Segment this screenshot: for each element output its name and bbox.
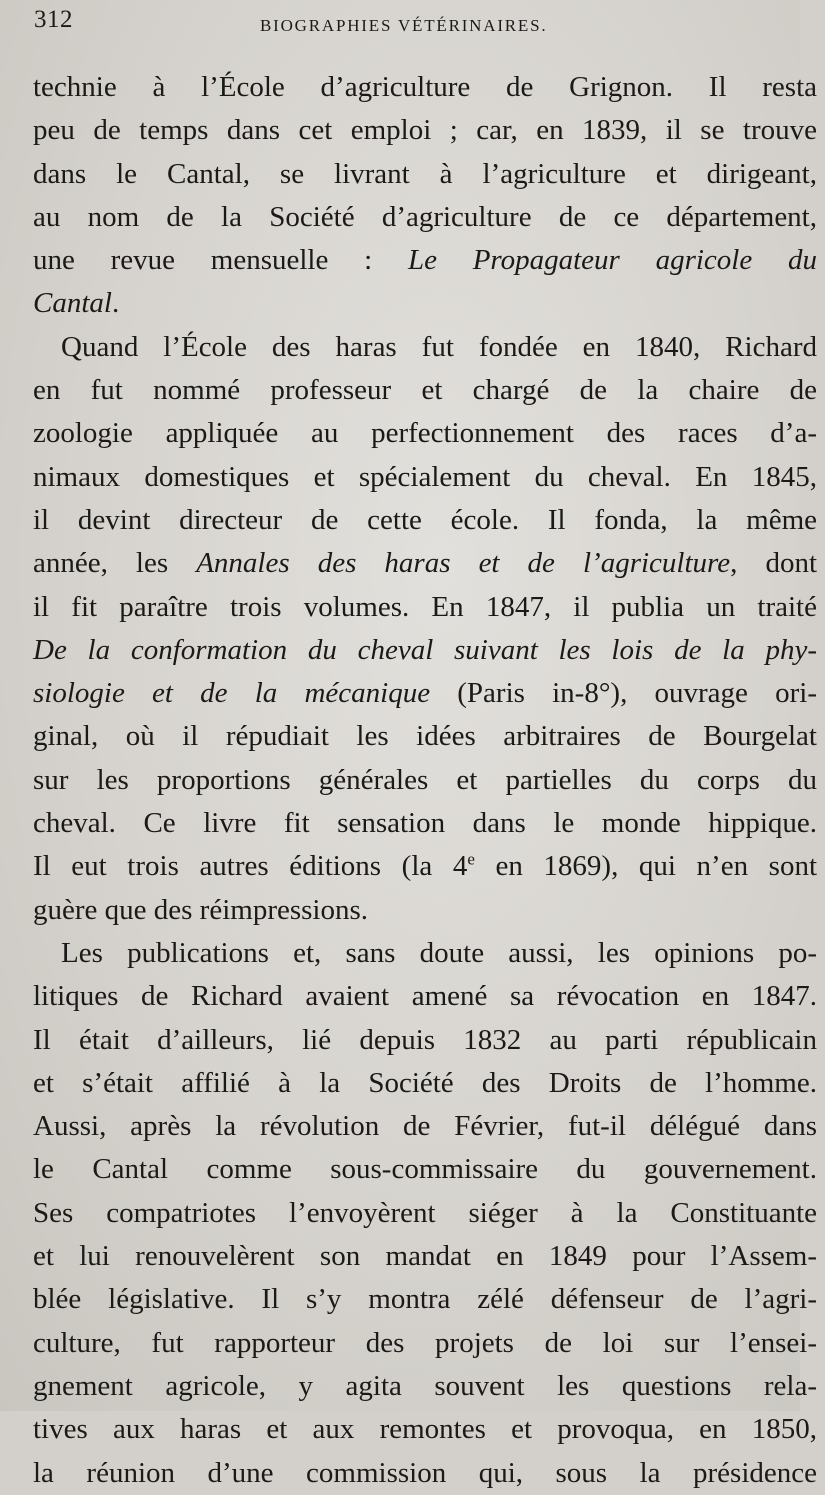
- line-text: peu de temps dans cet emploi ; car, en 1839, il se trouve: [33, 114, 817, 147]
- text-line: [33, 672, 825, 715]
- line-text: et lui renouvelèrent son mandat en 1849 pour l’Assem-: [33, 1240, 817, 1273]
- text-line: [33, 932, 825, 975]
- running-head: BIOGRAPHIES VÉTÉRINAIRES.: [260, 16, 548, 35]
- italic-title: Cantal: [33, 287, 112, 320]
- text-line: [33, 282, 825, 325]
- text-line: [33, 239, 825, 282]
- text-line: [33, 1322, 825, 1365]
- text-line: [33, 326, 825, 369]
- line-text: Quand l’École des haras fut fondée en 1840, Richard: [61, 330, 817, 363]
- line-text: sur les proportions générales et partielles du corps du: [33, 763, 817, 796]
- text-line: [33, 1062, 825, 1105]
- line-text: Aussi, après la révolution de Février, fut-il délégué dans: [33, 1110, 817, 1143]
- line-text: Ses compatriotes l’envoyèrent siéger à la Constituante: [33, 1196, 817, 1229]
- line-text: guère que des réimpressions.: [33, 893, 369, 926]
- line-text: .: [111, 287, 120, 320]
- text-line: [33, 1452, 825, 1495]
- text-line: [33, 456, 825, 499]
- text-line: [33, 369, 825, 412]
- text-line: [33, 1105, 825, 1148]
- line-text: ginal, où il répudiait les idées arbitraires de Bourgelat: [33, 720, 817, 753]
- text-line: [33, 1278, 825, 1321]
- body-text: [33, 66, 825, 1495]
- italic-title: De la conformation du cheval suivant les lois de la phy-: [33, 633, 817, 666]
- text-line: [33, 802, 825, 845]
- text-line: [33, 1192, 825, 1235]
- line-text: cheval. Ce livre fit sensation dans le monde hippique.: [33, 807, 817, 840]
- text-line: [33, 629, 825, 672]
- text-line: [33, 66, 825, 109]
- line-text: Il était d’ailleurs, lié depuis 1832 au parti républicain: [33, 1023, 817, 1056]
- line-text: en fut nommé professeur et chargé de la chaire de: [33, 374, 817, 407]
- italic-title: Le Propagateur agricole du: [407, 244, 817, 277]
- line-text: une revue mensuelle :: [33, 244, 408, 277]
- line-text: nimaux domestiques et spécialement du cheval. En 1845,: [33, 460, 817, 493]
- text-line: [33, 845, 825, 888]
- text-line: [33, 196, 825, 239]
- line-text: tives aux haras et aux remontes et provoqua, en 1850,: [33, 1413, 817, 1446]
- line-text: litiques de Richard avaient amené sa révocation en 1847.: [33, 980, 817, 1013]
- text-line: [33, 542, 825, 585]
- line-text: il devint directeur de cette école. Il fonda, la même: [33, 503, 817, 536]
- text-line: [33, 715, 825, 758]
- line-text: il fit paraître trois volumes. En 1847, il publia un traité: [33, 590, 817, 623]
- line-text: Il eut trois autres éditions (la 4: [33, 850, 468, 883]
- line-text: le Cantal comme sous-commissaire du gouvernement.: [33, 1153, 817, 1186]
- line-text: technie à l’École d’agriculture de Grignon. Il resta: [33, 71, 817, 103]
- line-text: zoologie appliquée au perfectionnement des races d’a-: [33, 417, 817, 450]
- text-line: [33, 1365, 825, 1408]
- line-text: et s’était affilié à la Société des Droits de l’homme.: [33, 1066, 817, 1099]
- page-number: 312: [34, 6, 73, 33]
- text-line: [33, 109, 825, 152]
- superscript: e: [467, 849, 475, 869]
- text-line: [33, 759, 825, 802]
- text-line: [33, 1148, 825, 1191]
- text-line: [33, 499, 825, 542]
- line-text: , dont: [730, 547, 817, 580]
- line-text: Les publications et, sans doute aussi, les opinions po-: [61, 936, 817, 969]
- text-line: [33, 412, 825, 455]
- line-text: la réunion d’une commission qui, sous la présidence: [33, 1456, 817, 1489]
- line-text: dans le Cantal, se livrant à l’agriculture et dirigeant,: [33, 157, 817, 190]
- line-text: culture, fut rapporteur des projets de loi sur l’ensei-: [33, 1326, 817, 1359]
- text-line: [33, 586, 825, 629]
- text-line: [33, 1235, 825, 1278]
- text-line: [33, 1019, 825, 1062]
- line-text: gnement agricole, y agita souvent les questions rela-: [33, 1369, 817, 1402]
- text-line: [33, 889, 825, 932]
- line-text: année, les: [33, 547, 197, 580]
- page-header: [34, 6, 800, 40]
- line-text: (Paris in-8°), ouvrage ori-: [430, 677, 817, 710]
- italic-title: Annales des haras et de l’agriculture: [196, 547, 731, 580]
- text-line: [33, 1408, 825, 1451]
- italic-title: siologie et de la mécanique: [33, 677, 431, 710]
- line-text: au nom de la Société d’agriculture de ce département,: [33, 200, 817, 233]
- line-text: blée législative. Il s’y montra zélé défenseur de l’agri-: [33, 1283, 817, 1316]
- text-line: [33, 975, 825, 1018]
- line-text: en 1869), qui n’en sont: [474, 850, 817, 883]
- text-line: [33, 153, 825, 196]
